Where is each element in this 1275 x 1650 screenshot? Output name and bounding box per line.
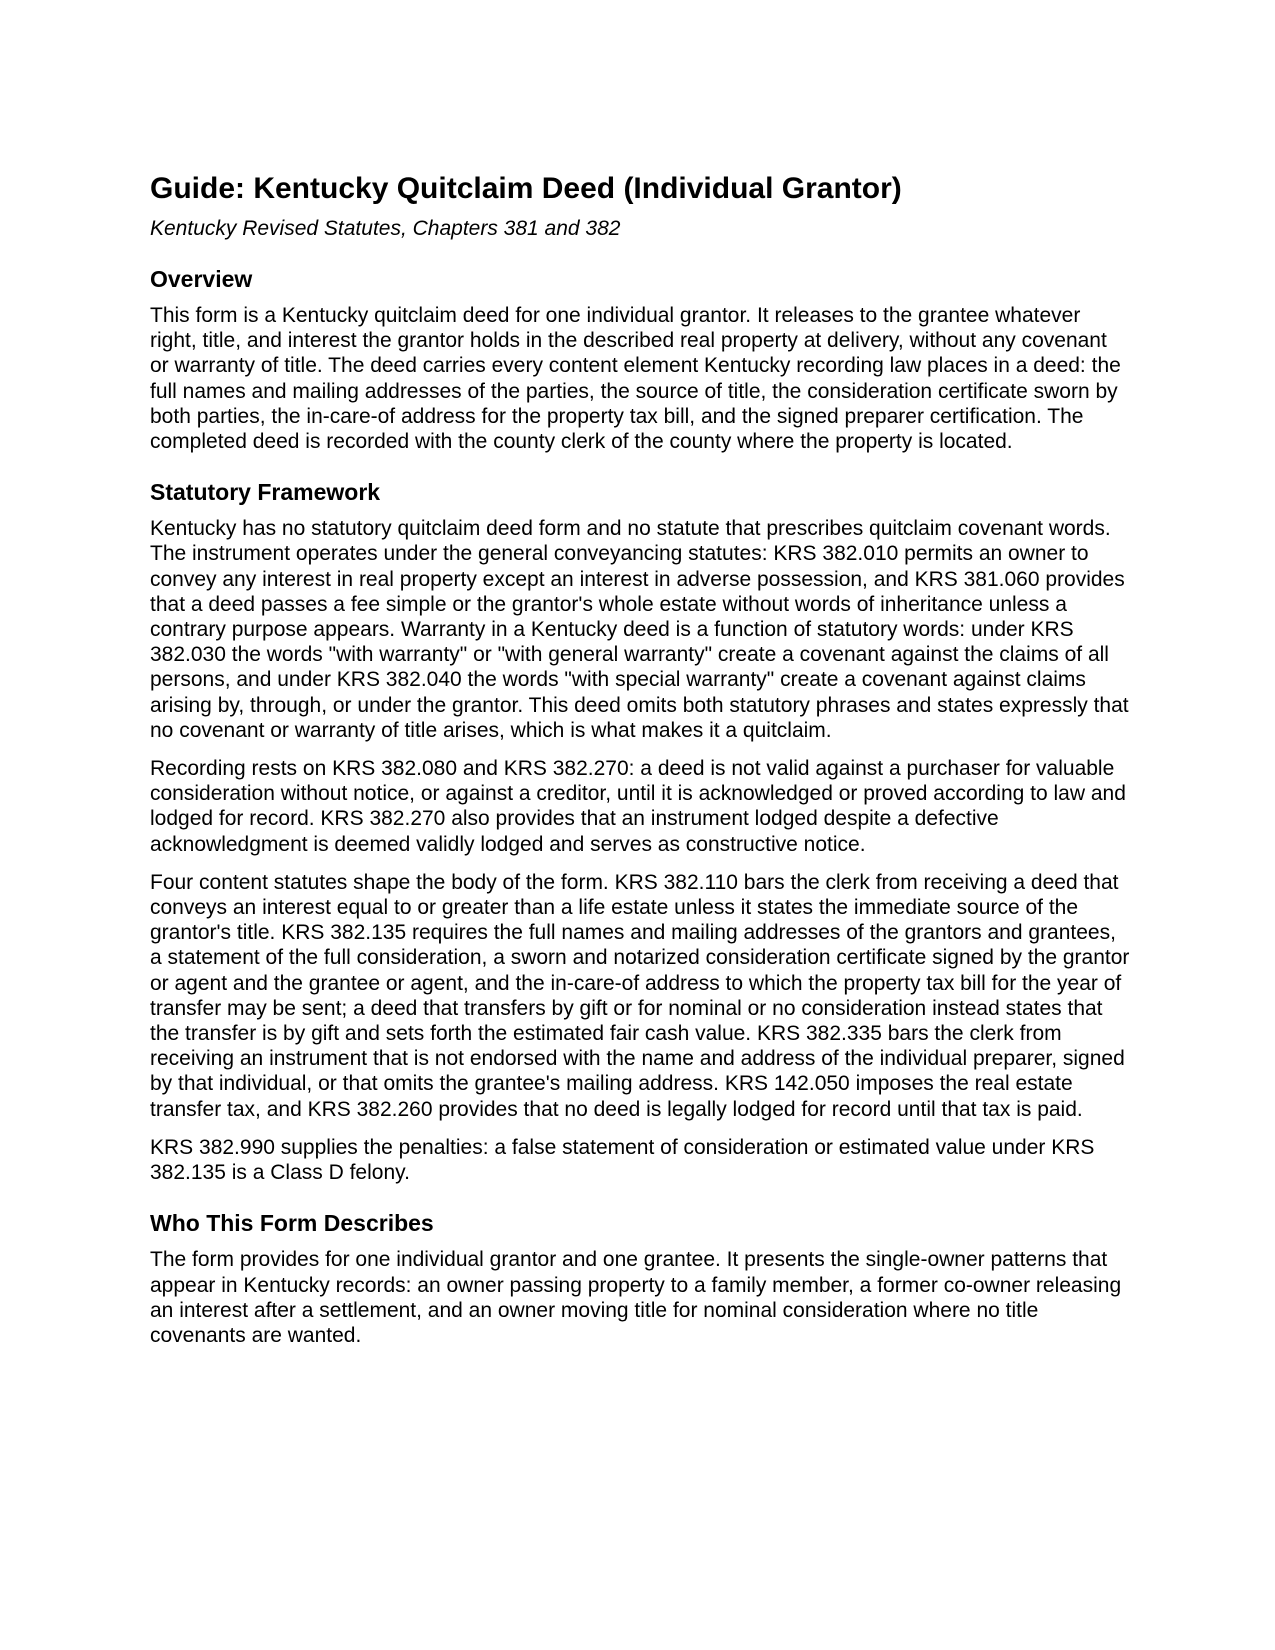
framework-paragraph-recording: Recording rests on KRS 382.080 and KRS 382.270: a deed is not valid against a purchaser for valuable consideration without notice, or against a creditor, until it is acknowledged or proved according to law and lodged for record. KRS 382.270 also provides that an instrument lodged despite a defective acknowledgment is deemed validly lodged and serves as constructive notice. [150, 757, 1126, 856]
framework-paragraph-penalties: KRS 382.990 supplies the penalties: a false statement of consideration or estimated value under KRS 382.135 is a Class D felony. [150, 1135, 1095, 1185]
framework-paragraph-content-statutes: Four content statutes shape the body of the form. KRS 382.110 bars the clerk from receiving a deed that conveys an interest equal to or greater than a life estate unless it states the immediate source of the grantor's title. KRS 382.135 requires the full names and mailing addresses of the grantors and grantees, a statement of the full consideration, a sworn and notarized consideration certificate signed by the grantor or agent and the grantee or agent, and the in-care-of address to which the property tax bill for the year of transfer may be sent; a deed that transfers by gift or for nominal or no consideration instead states that the transfer is by gift and sets forth the estimated fair cash value. KRS 382.335 bars the clerk from receiving an instrument that is not endorsed with the name and address of the individual preparer, signed by that individual, or that omits the grantee's mailing address. KRS 142.050 imposes the real estate transfer tax, and KRS 382.260 provides that no deed is legally lodged for record until that tax is paid. [150, 870, 1130, 1121]
section-heading-overview: Overview [150, 266, 253, 292]
who-this-form-describes-paragraph: The form provides for one individual grantor and one grantee. It presents the single-owner patterns that appear in Kentucky records: an owner passing property to a family member, a former co-owner releasing an interest after a settlement, and an owner moving title for nominal consideration where no title covenants are wanted. [150, 1248, 1122, 1347]
overview-paragraph: This form is a Kentucky quitclaim deed for one individual grantor. It releases to the grantee whatever right, title, and interest the grantor holds in the described real property at delivery, without any covenant or warranty of title. The deed carries every content element Kentucky recording law places in a deed: the full names and mailing addresses of the parties, the source of title, the consideration certificate sworn by both parties, the in-care-of address for the property tax bill, and the signed preparer certification. The completed deed is recorded with the county clerk of the county where the property is located. [150, 304, 1121, 454]
section-who-this-form-describes [150, 1209, 1130, 1348]
document-page [150, 171, 1130, 1361]
document-subtitle: Kentucky Revised Statutes, Chapters 381 and 382 [150, 217, 621, 240]
section-statutory-framework [150, 478, 1130, 1185]
section-heading-statutory-framework: Statutory Framework [150, 479, 381, 506]
document-title: Guide: Kentucky Quitclaim Deed (Individual Grantor) [150, 172, 902, 205]
section-heading-who-this-form-describes: Who This Form Describes [150, 1210, 434, 1237]
framework-paragraph-conveyancing: Kentucky has no statutory quitclaim deed form and no statute that prescribes quitclaim covenant words. The instrument operates under the general conveyancing statutes: KRS 382.010 permits an owner to convey any interest in real property except an interest in adverse possession, and KRS 381.060 provides that a deed passes a fee simple or the grantor's whole estate without words of inheritance unless a contrary purpose appears. Warranty in a Kentucky deed is a function of statutory words: under KRS 382.030 the words "with warranty" or "with general warranty" create a covenant against the claims of all persons, and under KRS 382.040 the words "with special warranty" create a covenant against claims arising by, through, or under the grantor. This deed omits both statutory phrases and states expressly that no covenant or warranty of title arises, which is what makes it a quitclaim. [150, 517, 1129, 742]
section-overview [150, 265, 1130, 454]
